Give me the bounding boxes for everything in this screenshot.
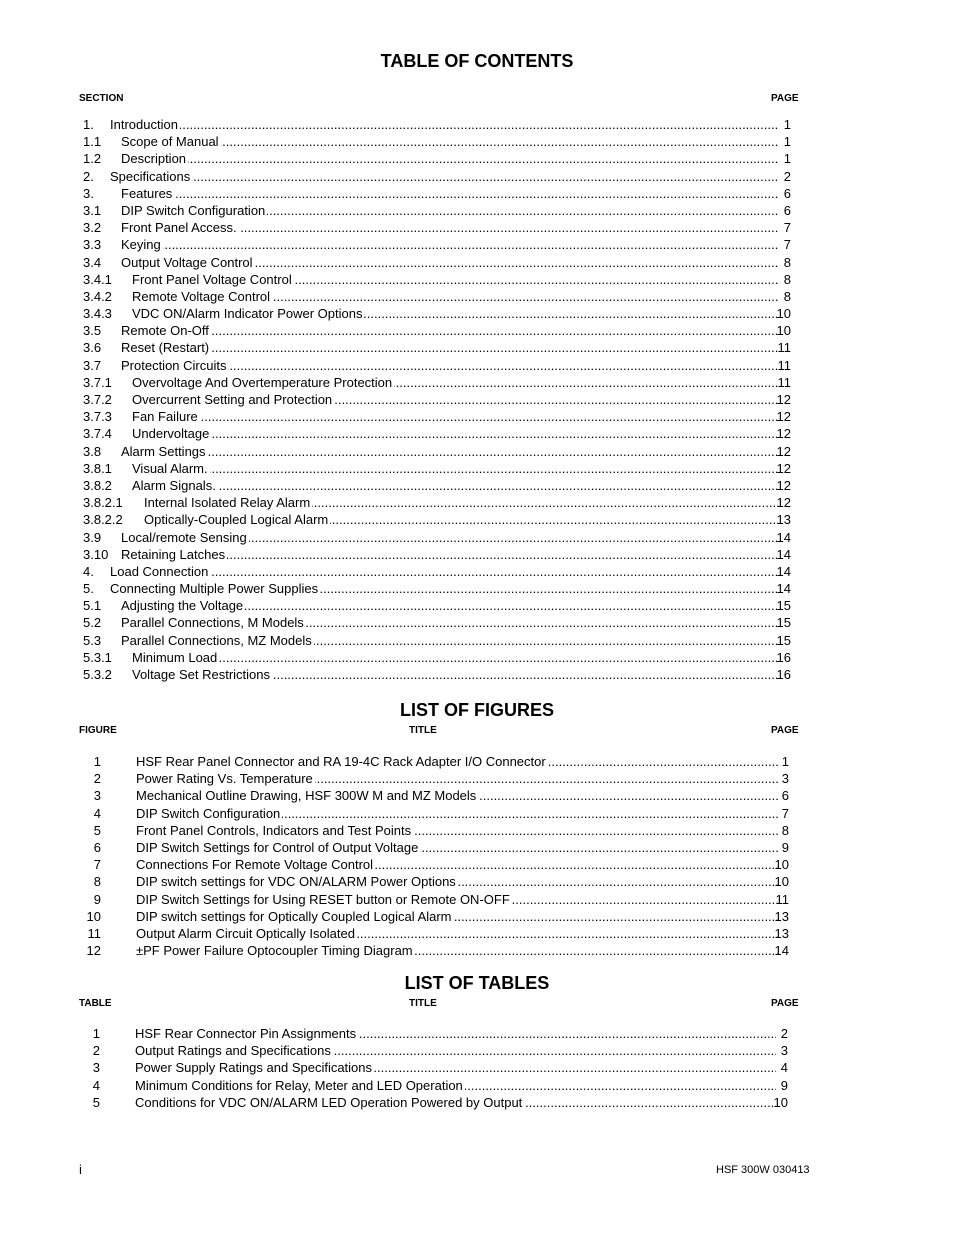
table-entry-title: Conditions for VDC ON/ALARM LED Operation Powered by Output — [135, 1094, 523, 1110]
tables-page-header: PAGE — [771, 998, 799, 1009]
figure-entry-number: 3 — [93, 788, 101, 804]
figure-entry-page: 10 — [774, 857, 789, 873]
toc-entry-page: 10 — [776, 306, 791, 322]
toc-entry-page: 14 — [776, 581, 791, 597]
toc-entry — [0, 563, 954, 580]
toc-entry — [0, 529, 954, 546]
figure-entry-page: 7 — [781, 805, 789, 821]
toc-entry — [0, 460, 954, 477]
toc-entry-title: Output Voltage Control — [121, 254, 253, 270]
table-entry-title: Power Supply Ratings and Specifications — [135, 1060, 373, 1076]
table-entry-page: 10 — [773, 1094, 788, 1110]
toc-entry — [0, 133, 954, 150]
toc-entry-number: 3.10 — [83, 546, 109, 562]
tables-title: LIST OF TABLES — [404, 973, 550, 993]
toc-entry — [0, 666, 954, 683]
toc-entry-leader — [121, 185, 778, 202]
toc-entry-number: 5.1 — [83, 598, 102, 614]
figures-title: LIST OF FIGURES — [399, 700, 554, 720]
toc-entry — [0, 546, 954, 563]
figure-entry-number: 1 — [93, 754, 101, 769]
figure-entry-number: 2 — [93, 771, 101, 787]
toc-entry-title: Front Panel Access. — [121, 220, 237, 236]
toc-entry — [0, 632, 954, 649]
figure-entry-page: 14 — [774, 943, 789, 959]
toc-entry — [0, 357, 954, 374]
figure-entry-page: 1 — [781, 754, 789, 769]
toc-entry-page: 2 — [783, 168, 791, 184]
toc-entry-page: 6 — [783, 185, 791, 201]
toc-entry-page: 14 — [776, 529, 791, 545]
table-entry-page: 2 — [780, 1026, 788, 1041]
toc-entry-title: Adjusting the Voltage — [121, 598, 244, 614]
toc-entry-number: 3.4.1 — [83, 271, 112, 287]
toc-entry-page: 16 — [776, 649, 791, 665]
toc-entry — [0, 494, 954, 511]
table-entry — [0, 1059, 954, 1076]
toc-entry-page: 8 — [783, 254, 791, 270]
toc-entry-page: 15 — [776, 632, 791, 648]
toc-entry-title: Parallel Connections, M Models — [121, 615, 304, 631]
table-entry-number: 4 — [92, 1077, 100, 1093]
toc-entry-title: Alarm Signals. — [132, 477, 216, 493]
toc-entry-page: 1 — [783, 134, 791, 150]
toc-entry-page: 11 — [777, 357, 791, 373]
toc-entry-title: Undervoltage — [132, 426, 210, 442]
toc-entry-number: 3.7 — [83, 357, 102, 373]
toc-entry-page: 10 — [776, 323, 791, 339]
toc-entry-number: 5. — [83, 581, 94, 597]
toc-entry-number: 5.3.1 — [83, 649, 112, 665]
figure-entry-page: 8 — [781, 822, 789, 838]
toc-entry-title: Reset (Restart) — [121, 340, 210, 356]
toc-entry-number: 3.8.2.1 — [83, 495, 123, 511]
tables-list — [0, 1025, 954, 1111]
figure-entry-title: DIP Switch Settings for Control of Output Voltage — [136, 839, 419, 855]
tables-title-header: TITLE — [409, 998, 437, 1009]
toc-entry — [0, 116, 954, 133]
toc-entry-title: Overvoltage And Overtemperature Protection — [132, 374, 393, 390]
figure-entry-page: 11 — [775, 891, 789, 907]
figures-list — [0, 753, 954, 959]
toc-entry-number: 3. — [83, 185, 94, 201]
toc-entry — [0, 305, 954, 322]
figure-entry — [0, 873, 954, 890]
toc-entry-page: 12 — [776, 443, 791, 459]
toc-entry-leader — [121, 322, 778, 339]
toc-entry — [0, 649, 954, 666]
toc-entry-page: 11 — [777, 374, 791, 390]
figure-entry-page: 6 — [781, 788, 789, 804]
toc-entry-number: 5.3 — [83, 632, 102, 648]
toc-entry-page: 7 — [783, 237, 791, 253]
figure-entry — [0, 753, 954, 770]
toc-entry-page: 15 — [776, 598, 791, 614]
toc-entry — [0, 236, 954, 253]
toc-entry-page: 13 — [776, 512, 791, 528]
toc-entry-title: Scope of Manual — [121, 134, 219, 150]
toc-entry-page: 1 — [783, 151, 791, 167]
table-entry-number: 1 — [92, 1026, 100, 1041]
toc-entry-title: Optically-Coupled Logical Alarm — [144, 512, 329, 528]
figure-entry-number: 12 — [86, 943, 101, 959]
toc-entry — [0, 288, 954, 305]
toc-entry-title: Alarm Settings — [121, 443, 206, 459]
toc-entry — [0, 185, 954, 202]
figure-entry-page: 13 — [774, 908, 789, 924]
toc-entry-number: 3.1 — [83, 202, 102, 218]
toc-entry — [0, 597, 954, 614]
figure-entry — [0, 942, 954, 959]
table-entry-title: HSF Rear Connector Pin Assignments — [135, 1026, 357, 1041]
figure-entry — [0, 822, 954, 839]
toc-entry-page: 12 — [776, 426, 791, 442]
toc-page-header: PAGE — [771, 93, 799, 104]
table-entry — [0, 1094, 954, 1111]
toc-list — [0, 116, 954, 683]
figures-figure-header: FIGURE — [79, 725, 117, 736]
toc-entry-title: Connecting Multiple Power Supplies — [110, 581, 319, 597]
figure-entry-number: 9 — [93, 891, 101, 907]
figure-entry-title: ±PF Power Failure Optocoupler Timing Diagram — [136, 943, 413, 959]
figure-entry-page: 13 — [774, 925, 789, 941]
toc-entry — [0, 254, 954, 271]
toc-entry-page: 8 — [783, 288, 791, 304]
figure-entry-page: 9 — [781, 839, 789, 855]
toc-entry-leader — [121, 150, 778, 167]
toc-entry-title: Visual Alarm. — [132, 460, 208, 476]
toc-entry-title: Protection Circuits — [121, 357, 227, 373]
toc-entry-page: 14 — [776, 563, 791, 579]
figure-entry-page: 10 — [774, 874, 789, 890]
toc-entry-number: 3.7.4 — [83, 426, 112, 442]
toc-entry-leader — [110, 168, 778, 185]
toc-entry — [0, 202, 954, 219]
figure-entry — [0, 891, 954, 908]
toc-entry — [0, 391, 954, 408]
toc-entry-number: 3.4.3 — [83, 306, 112, 322]
toc-title: TABLE OF CONTENTS — [380, 51, 574, 71]
toc-entry — [0, 511, 954, 528]
toc-entry-title: Introduction — [110, 117, 178, 132]
toc-entry — [0, 339, 954, 356]
toc-entry-leader — [132, 408, 778, 425]
toc-entry-page: 11 — [777, 340, 791, 356]
figure-entry-title: Front Panel Controls, Indicators and Test Points — [136, 822, 412, 838]
toc-entry-page: 1 — [783, 117, 791, 132]
toc-entry-number: 3.2 — [83, 220, 102, 236]
figure-entry-title: DIP switch settings for Optically Coupled Logical Alarm — [136, 908, 452, 924]
figure-entry — [0, 839, 954, 856]
toc-entry-page: 12 — [776, 477, 791, 493]
toc-entry-number: 1.1 — [83, 134, 102, 150]
table-entry-title: Minimum Conditions for Relay, Meter and LED Operation — [135, 1077, 463, 1093]
figures-title-header: TITLE — [409, 725, 437, 736]
footer-doc-id: HSF 300W 030413 — [716, 1164, 810, 1176]
toc-entry-title: Features — [121, 185, 173, 201]
toc-entry-page: 8 — [783, 271, 791, 287]
figure-entry-title: HSF Rear Panel Connector and RA 19-4C Rack Adapter I/O Connector — [136, 754, 546, 769]
toc-entry-number: 5.3.2 — [83, 667, 112, 682]
toc-entry-leader — [110, 116, 778, 133]
figure-entry-title: Connections For Remote Voltage Control — [136, 857, 374, 873]
table-entry — [0, 1077, 954, 1094]
figure-entry — [0, 856, 954, 873]
toc-entry-number: 3.4.2 — [83, 288, 112, 304]
toc-entry — [0, 374, 954, 391]
toc-entry-leader — [132, 649, 778, 666]
toc-entry-title: Overcurrent Setting and Protection — [132, 392, 333, 407]
toc-entry-number: 3.3 — [83, 237, 102, 253]
toc-section-header: SECTION — [79, 93, 124, 104]
figure-entry-title: DIP Switch Settings for Using RESET button or Remote ON-OFF — [136, 891, 510, 907]
figure-entry — [0, 770, 954, 787]
figure-entry-number: 7 — [93, 857, 101, 873]
toc-entry-number: 1. — [83, 117, 94, 132]
toc-entry-number: 3.7.3 — [83, 409, 112, 425]
toc-entry — [0, 168, 954, 185]
toc-entry-title: Remote On-Off — [121, 323, 209, 339]
toc-entry — [0, 443, 954, 460]
toc-entry-title: DIP Switch Configuration — [121, 202, 266, 218]
table-entry-page: 9 — [780, 1077, 788, 1093]
toc-entry-number: 3.5 — [83, 323, 102, 339]
toc-entry-title: Description — [121, 151, 187, 167]
toc-entry — [0, 477, 954, 494]
toc-entry-page: 16 — [776, 667, 791, 682]
toc-entry-page: 6 — [783, 202, 791, 218]
toc-entry-number: 3.8.2 — [83, 477, 112, 493]
table-entry — [0, 1025, 954, 1042]
table-entry-number: 2 — [92, 1043, 100, 1059]
toc-entry-title: Remote Voltage Control — [132, 288, 271, 304]
toc-entry-number: 3.4 — [83, 254, 102, 270]
toc-entry-title: Internal Isolated Relay Alarm — [144, 495, 311, 511]
footer-page-number: i — [79, 1162, 82, 1177]
toc-entry-page: 12 — [776, 460, 791, 476]
toc-entry-number: 4. — [83, 563, 94, 579]
toc-entry-leader — [132, 477, 778, 494]
toc-entry — [0, 271, 954, 288]
toc-entry — [0, 614, 954, 631]
figure-entry-number: 11 — [87, 925, 101, 941]
table-entry — [0, 1042, 954, 1059]
toc-entry-title: Front Panel Voltage Control — [132, 271, 292, 287]
toc-entry-title: Retaining Latches — [121, 546, 226, 562]
figure-entry-number: 6 — [93, 839, 101, 855]
toc-entry-title: Load Connection — [110, 563, 209, 579]
figure-entry-number: 8 — [93, 874, 101, 890]
toc-entry-title: Keying — [121, 237, 161, 253]
figure-entry — [0, 908, 954, 925]
toc-entry-number: 3.6 — [83, 340, 102, 356]
toc-entry — [0, 425, 954, 442]
figures-page-header: PAGE — [771, 725, 799, 736]
toc-entry-number: 3.7.1 — [83, 374, 112, 390]
toc-entry-title: Specifications — [110, 168, 191, 184]
figure-entry-title: DIP switch settings for VDC ON/ALARM Power Options — [136, 874, 456, 890]
toc-entry-number: 5.2 — [83, 615, 102, 631]
tables-table-header: TABLE — [79, 998, 112, 1009]
toc-entry-leader — [132, 425, 778, 442]
figure-entry-title: Power Rating Vs. Temperature — [136, 771, 313, 787]
figure-entry-title: DIP Switch Configuration — [136, 805, 281, 821]
figure-entry — [0, 787, 954, 804]
toc-entry-title: Fan Failure — [132, 409, 198, 425]
toc-entry-leader — [132, 460, 778, 477]
toc-entry-page: 12 — [776, 495, 791, 511]
table-entry-number: 5 — [92, 1094, 100, 1110]
toc-entry-title: Local/remote Sensing — [121, 529, 247, 545]
toc-entry-page: 7 — [783, 220, 791, 236]
toc-entry-title: VDC ON/Alarm Indicator Power Options — [132, 306, 363, 322]
figure-entry-number: 10 — [86, 908, 101, 924]
figure-entry-title: Output Alarm Circuit Optically Isolated — [136, 925, 355, 941]
toc-entry-number: 3.8.2.2 — [83, 512, 123, 528]
toc-entry-leader — [121, 236, 778, 253]
table-entry-title: Output Ratings and Specifications — [135, 1043, 331, 1059]
table-entry-page: 3 — [780, 1043, 788, 1059]
toc-entry-number: 1.2 — [83, 151, 102, 167]
figure-entry-title: Mechanical Outline Drawing, HSF 300W M and MZ Models — [136, 788, 477, 804]
toc-entry-number: 3.7.2 — [83, 392, 112, 407]
toc-entry-number: 3.8 — [83, 443, 102, 459]
toc-entry-page: 12 — [776, 409, 791, 425]
table-entry-page: 4 — [780, 1060, 788, 1076]
table-entry-number: 3 — [92, 1060, 100, 1076]
toc-entry-leader — [121, 339, 778, 356]
toc-entry-title: Voltage Set Restrictions — [132, 667, 271, 682]
toc-entry-page: 12 — [776, 392, 791, 407]
toc-entry-page: 14 — [776, 546, 791, 562]
toc-entry — [0, 150, 954, 167]
toc-entry-number: 3.8.1 — [83, 460, 112, 476]
toc-entry-number: 3.9 — [83, 529, 102, 545]
toc-entry-leader — [121, 443, 778, 460]
toc-entry — [0, 408, 954, 425]
toc-entry — [0, 580, 954, 597]
toc-entry-page: 15 — [776, 615, 791, 631]
toc-entry-number: 2. — [83, 168, 94, 184]
toc-entry — [0, 322, 954, 339]
figure-entry-number: 5 — [93, 822, 101, 838]
figure-entry — [0, 805, 954, 822]
figure-entry — [0, 925, 954, 942]
toc-entry-title: Minimum Load — [132, 649, 218, 665]
figure-entry-number: 4 — [93, 805, 101, 821]
figure-entry-page: 3 — [781, 771, 789, 787]
toc-entry — [0, 219, 954, 236]
toc-entry-title: Parallel Connections, MZ Models — [121, 632, 312, 648]
